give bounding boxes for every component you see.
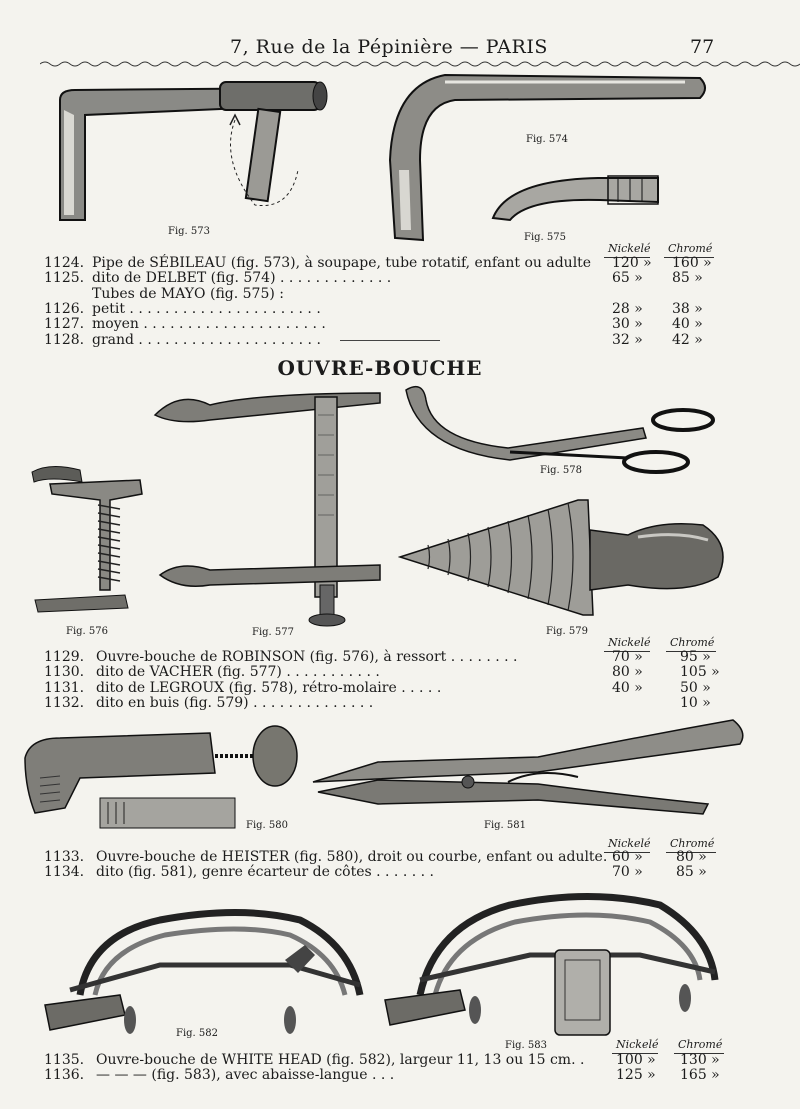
price-chrome: 105 » xyxy=(680,664,720,681)
item-description: Ouvre-bouche de HEISTER (fig. 580), droit ou courbe, enfant ou adulte. xyxy=(96,849,608,865)
header-title: 7, Rue de la Pépinière — PARIS xyxy=(230,36,548,58)
fig-579-illustration xyxy=(398,495,733,620)
fig-583-illustration xyxy=(380,880,725,1040)
price-row xyxy=(0,317,800,332)
price-nickel: 60 » xyxy=(612,849,643,865)
fig-581-caption: Fig. 581 xyxy=(484,820,526,831)
price-row xyxy=(0,1053,800,1068)
fig-577-caption: Fig. 577 xyxy=(252,627,294,638)
col-chrome-3: Chromé xyxy=(670,837,715,850)
price-row xyxy=(0,696,800,711)
header-rule xyxy=(40,60,800,68)
col-chrome-2: Chromé xyxy=(670,636,715,649)
item-number: 1135. xyxy=(44,1052,85,1068)
col-chrome-1: Chromé xyxy=(668,242,713,255)
fig-579-caption: Fig. 579 xyxy=(546,626,588,637)
item-number: 1132. xyxy=(44,694,85,711)
item-number: 1126. xyxy=(44,300,85,317)
item-description: — — — (fig. 583), avec abaisse-langue . . . xyxy=(96,1067,395,1083)
price-row xyxy=(0,650,800,665)
col-chrome-4: Chromé xyxy=(678,1038,723,1051)
item-description: dito de VACHER (fig. 577) . . . . . . . . . . . xyxy=(96,664,380,681)
page-number: 77 xyxy=(690,36,715,58)
price-chrome: 50 » xyxy=(680,679,711,696)
item-description: petit . . . . . . . . . . . . . . . . . . . . . . xyxy=(92,300,321,317)
price-nickel: 70 » xyxy=(612,649,643,665)
price-chrome: 40 » xyxy=(672,316,703,333)
item-number: 1134. xyxy=(44,864,85,880)
price-row xyxy=(0,850,800,865)
item-number: 1129. xyxy=(44,649,85,665)
price-row xyxy=(0,665,800,680)
item-number: 1136. xyxy=(44,1067,85,1083)
fig-580-caption: Fig. 580 xyxy=(246,820,288,831)
price-nickel: 100 » xyxy=(616,1052,656,1068)
price-chrome: 38 » xyxy=(672,300,703,317)
price-row xyxy=(0,681,800,696)
fig-582-illustration xyxy=(40,895,370,1040)
item-description: dito en buis (fig. 579) . . . . . . . . . . . . . . xyxy=(96,694,374,711)
item-number: 1124. xyxy=(44,255,85,271)
fig-581-illustration xyxy=(308,712,750,817)
price-chrome: 85 » xyxy=(676,864,707,880)
item-description: moyen . . . . . . . . . . . . . . . . . . . . . xyxy=(92,316,326,333)
section-divider xyxy=(340,340,440,341)
item-number: 1125. xyxy=(44,270,85,287)
item-number: 1130. xyxy=(44,664,85,681)
price-nickel: 65 » xyxy=(612,270,643,287)
fig-578-illustration xyxy=(398,380,718,475)
item-number: 1131. xyxy=(44,679,85,696)
price-chrome: 130 » xyxy=(680,1052,720,1068)
fig-574-caption: Fig. 574 xyxy=(526,134,568,145)
item-description: Tubes de MAYO (fig. 575) : xyxy=(92,285,284,302)
fig-573-caption: Fig. 573 xyxy=(168,226,210,237)
col-nickel-1: Nickelé xyxy=(608,242,651,255)
item-description: Ouvre-bouche de WHITE HEAD (fig. 582), largeur 11, 13 ou 15 cm. . xyxy=(96,1052,585,1068)
price-nickel: 125 » xyxy=(616,1067,656,1083)
item-number: 1127. xyxy=(44,316,85,333)
fig-578-caption: Fig. 578 xyxy=(540,465,582,476)
item-number: 1133. xyxy=(44,849,85,865)
fig-577-illustration xyxy=(150,385,390,630)
item-number: 1128. xyxy=(44,331,85,348)
item-description: Pipe de SÉBILEAU (fig. 573), à soupape, tube rotatif, enfant ou adulte xyxy=(92,255,592,271)
price-nickel: 32 » xyxy=(612,331,643,348)
price-nickel: 40 » xyxy=(612,679,643,696)
price-row xyxy=(0,271,800,286)
price-chrome: 95 » xyxy=(680,649,711,665)
fig-583-caption: Fig. 583 xyxy=(505,1040,547,1051)
price-row xyxy=(0,865,800,880)
price-row xyxy=(0,1068,800,1083)
price-chrome: 10 » xyxy=(680,694,711,711)
fig-575-caption: Fig. 575 xyxy=(524,232,566,243)
price-nickel: 30 » xyxy=(612,316,643,333)
price-nickel: 28 » xyxy=(612,300,643,317)
fig-573-illustration xyxy=(40,70,340,230)
section-title: OUVRE-BOUCHE xyxy=(277,356,483,380)
price-chrome: 165 » xyxy=(680,1067,720,1083)
price-row xyxy=(0,287,800,302)
col-nickel-2: Nickelé xyxy=(608,636,651,649)
item-description: dito de LEGROUX (fig. 578), rétro-molaire . . . . . xyxy=(96,679,442,696)
fig-582-caption: Fig. 582 xyxy=(176,1028,218,1039)
page-header xyxy=(0,36,800,60)
col-nickel-4: Nickelé xyxy=(616,1038,659,1051)
price-row xyxy=(0,302,800,317)
price-chrome: 80 » xyxy=(676,849,707,865)
col-nickel-3: Nickelé xyxy=(608,837,651,850)
fig-576-caption: Fig. 576 xyxy=(66,626,108,637)
fig-575-illustration xyxy=(488,170,668,225)
item-description: grand . . . . . . . . . . . . . . . . . . . . . xyxy=(92,331,321,348)
price-row xyxy=(0,256,800,271)
price-nickel: 120 » xyxy=(612,255,652,271)
item-description: dito (fig. 581), genre écarteur de côtes . . . . . . . xyxy=(96,864,434,880)
fig-576-illustration xyxy=(30,460,150,620)
price-nickel: 70 » xyxy=(612,864,643,880)
item-description: dito de DELBET (fig. 574) . . . . . . . . . . . . . xyxy=(92,270,392,287)
price-chrome: 85 » xyxy=(672,270,703,287)
price-chrome: 42 » xyxy=(672,331,703,348)
price-chrome: 160 » xyxy=(672,255,712,271)
fig-580-illustration xyxy=(20,718,310,833)
price-nickel: 80 » xyxy=(612,664,643,681)
item-description: Ouvre-bouche de ROBINSON (fig. 576), à ressort . . . . . . . . xyxy=(96,649,518,665)
